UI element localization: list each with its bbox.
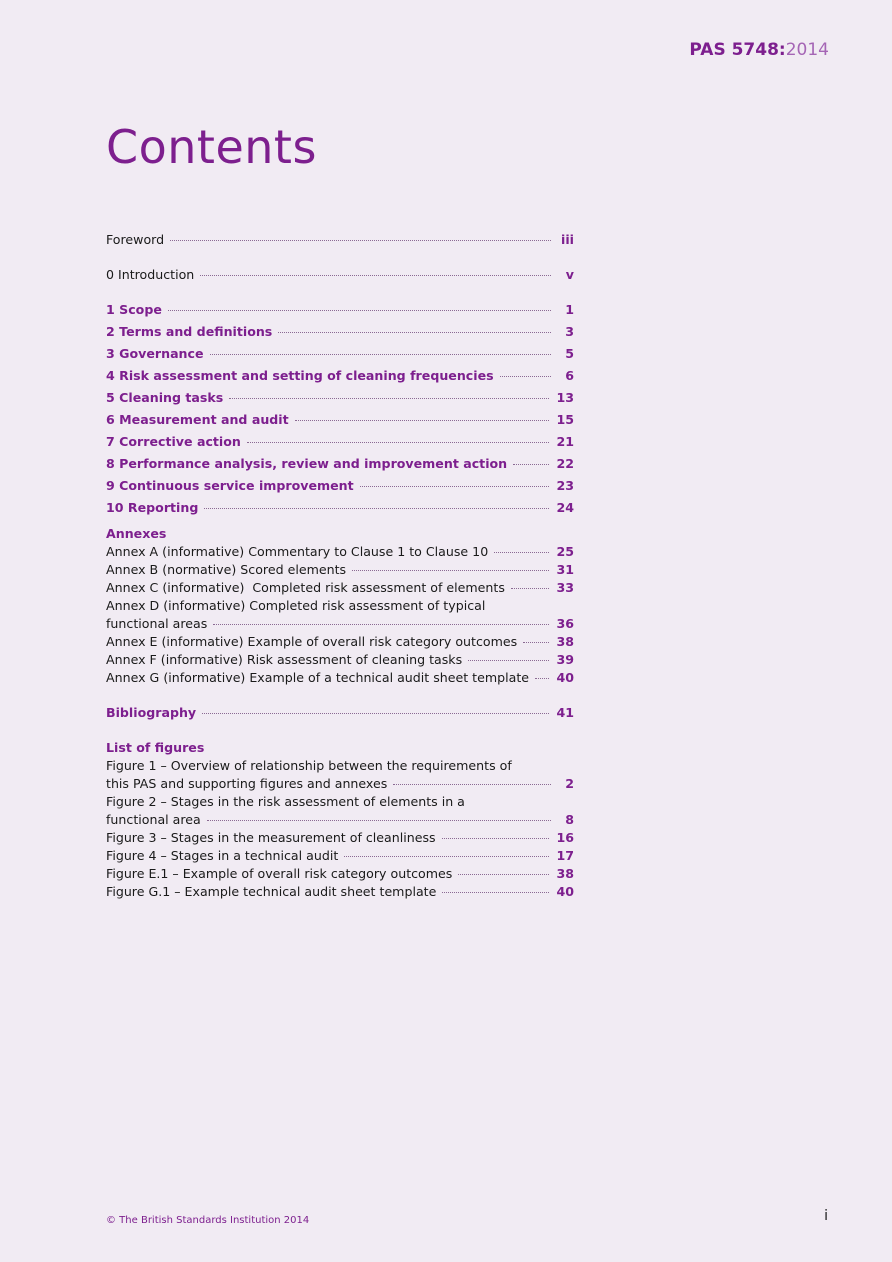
toc-entry-page: 36 (556, 616, 574, 631)
toc-entry-clause[interactable] (106, 389, 574, 407)
toc-entry-label: Annex F (informative) Risk assessment of cleaning tasks (106, 652, 463, 667)
toc-entry-label: Figure E.1 – Example of overall risk category outcomes (106, 866, 453, 881)
toc-entry-figure-e1[interactable] (106, 865, 574, 883)
dot-leader (535, 678, 549, 679)
toc-entry-page: v (565, 267, 574, 282)
toc-entry-label: 3 Governance (106, 346, 204, 361)
toc-entry-page: 40 (556, 670, 574, 685)
dot-leader (207, 820, 551, 821)
toc-entry-label: Figure G.1 – Example technical audit sheet template (106, 884, 437, 899)
page-number: i (824, 1208, 828, 1224)
toc-entry-page: 40 (556, 884, 574, 899)
toc-entry-clause[interactable] (106, 323, 574, 341)
toc-entry-label: 0 Introduction (106, 267, 195, 282)
dot-leader (494, 552, 549, 553)
toc-entry-label: Figure 4 – Stages in a technical audit (106, 848, 339, 863)
toc-entry-label: Foreword (106, 232, 165, 247)
dot-leader (229, 398, 549, 399)
toc-entry-label: Annex A (informative) Commentary to Clause 1 to Clause 10 (106, 544, 489, 559)
toc-entry-figure-3[interactable] (106, 829, 574, 847)
toc-entry-figure-2-line1[interactable]: Figure 2 – Stages in the risk assessment of elements in a (106, 794, 465, 809)
doc-code: PAS 5748: (689, 40, 786, 60)
dot-leader (523, 642, 549, 643)
dot-leader (513, 464, 549, 465)
toc-entry-annex-g[interactable] (106, 669, 574, 687)
toc-entry-annex-e[interactable] (106, 633, 574, 651)
toc-entry-label: functional area (106, 812, 201, 827)
toc-entry-annex-d[interactable] (106, 615, 574, 633)
doc-year: 2014 (785, 40, 829, 60)
toc-entry-annex-f[interactable] (106, 651, 574, 669)
toc-entry-page: 41 (556, 705, 574, 720)
toc-entry-figure-1-line1[interactable]: Figure 1 – Overview of relationship between the requirements of (106, 758, 512, 773)
toc-entry-foreword[interactable] (106, 231, 574, 249)
dot-leader (511, 588, 550, 589)
toc-entry-page: 17 (556, 848, 574, 863)
toc-entry-label: Bibliography (106, 705, 197, 720)
toc-entry-label: 1 Scope (106, 302, 162, 317)
toc-entry-label: Annex G (informative) Example of a technical audit sheet template (106, 670, 530, 685)
toc-entry-label: 6 Measurement and audit (106, 412, 289, 427)
toc-entry-page: iii (561, 232, 574, 247)
toc-entry-label: 10 Reporting (106, 500, 199, 515)
toc-entry-annex-b[interactable] (106, 561, 574, 579)
toc-entry-label: 4 Risk assessment and setting of cleaning frequencies (106, 368, 494, 383)
toc-entry-introduction[interactable] (106, 266, 574, 284)
dot-leader (247, 442, 550, 443)
toc-entry-bibliography[interactable] (106, 704, 574, 722)
dot-leader (468, 660, 549, 661)
toc-entry-annex-d-line1[interactable]: Annex D (informative) Completed risk assessment of typical (106, 598, 486, 613)
dot-leader (360, 486, 550, 487)
toc-entry-label: 8 Performance analysis, review and improvement action (106, 456, 508, 471)
toc-entry-page: 2 (565, 776, 574, 791)
document-code-header (689, 40, 829, 60)
toc-entry-page: 33 (556, 580, 574, 595)
table-of-contents (106, 231, 574, 901)
toc-entry-clause[interactable] (106, 411, 574, 429)
toc-entry-clause[interactable] (106, 345, 574, 363)
dot-leader (204, 508, 549, 509)
dot-leader (168, 310, 551, 311)
dot-leader (200, 275, 551, 276)
toc-entry-page: 38 (556, 866, 574, 881)
toc-entry-annex-c[interactable] (106, 579, 574, 597)
toc-entry-figure-1[interactable] (106, 775, 574, 793)
toc-entry-annex-a[interactable] (106, 543, 574, 561)
toc-entry-figure-g1[interactable] (106, 883, 574, 901)
toc-entry-figure-2[interactable] (106, 811, 574, 829)
toc-entry-page: 8 (565, 812, 574, 827)
dot-leader (210, 354, 551, 355)
page-title: Contents (106, 120, 317, 174)
dot-leader (442, 838, 550, 839)
toc-entry-page: 38 (556, 634, 574, 649)
toc-entry-page: 15 (556, 412, 574, 427)
dot-leader (170, 240, 551, 241)
dot-leader (344, 856, 549, 857)
toc-entry-page: 24 (556, 500, 574, 515)
toc-entry-label: Annex C (informative) Completed risk assessment of elements (106, 580, 505, 595)
dot-leader (213, 624, 549, 625)
toc-entry-label: 9 Continuous service improvement (106, 478, 354, 493)
toc-entry-clause[interactable] (106, 433, 574, 451)
toc-entry-label: 7 Corrective action (106, 434, 241, 449)
toc-entry-label: Figure 3 – Stages in the measurement of cleanliness (106, 830, 436, 845)
dot-leader (393, 784, 551, 785)
toc-entry-page: 22 (556, 456, 574, 471)
toc-entry-label: functional areas (106, 616, 208, 631)
toc-entry-page: 3 (565, 324, 574, 339)
toc-entry-page: 25 (556, 544, 574, 559)
dot-leader (202, 713, 549, 714)
toc-entry-page: 5 (565, 346, 574, 361)
copyright-footer: © The British Standards Institution 2014 (106, 1215, 310, 1226)
figures-heading: List of figures (106, 740, 205, 755)
toc-entry-clause[interactable] (106, 455, 574, 473)
toc-entry-page: 21 (556, 434, 574, 449)
toc-entry-figure-4[interactable] (106, 847, 574, 865)
dot-leader (442, 892, 549, 893)
toc-entry-page: 39 (556, 652, 574, 667)
toc-entry-page: 16 (556, 830, 574, 845)
toc-entry-label: 5 Cleaning tasks (106, 390, 224, 405)
toc-entry-page: 13 (556, 390, 574, 405)
toc-entry-page: 1 (565, 302, 574, 317)
dot-leader (500, 376, 551, 377)
toc-entry-clause[interactable] (106, 367, 574, 385)
toc-entry-clause[interactable] (106, 301, 574, 319)
toc-entry-label: this PAS and supporting figures and annexes (106, 776, 388, 791)
toc-entry-clause[interactable] (106, 499, 574, 517)
toc-entry-label: Annex B (normative) Scored elements (106, 562, 347, 577)
toc-entry-clause[interactable] (106, 477, 574, 495)
toc-entry-page: 23 (556, 478, 574, 493)
annexes-heading: Annexes (106, 526, 167, 541)
toc-entry-page: 6 (565, 368, 574, 383)
toc-entry-label: Annex E (informative) Example of overall risk category outcomes (106, 634, 518, 649)
dot-leader (458, 874, 549, 875)
dot-leader (278, 332, 551, 333)
dot-leader (295, 420, 550, 421)
toc-entry-page: 31 (556, 562, 574, 577)
dot-leader (352, 570, 549, 571)
toc-entry-label: 2 Terms and definitions (106, 324, 273, 339)
